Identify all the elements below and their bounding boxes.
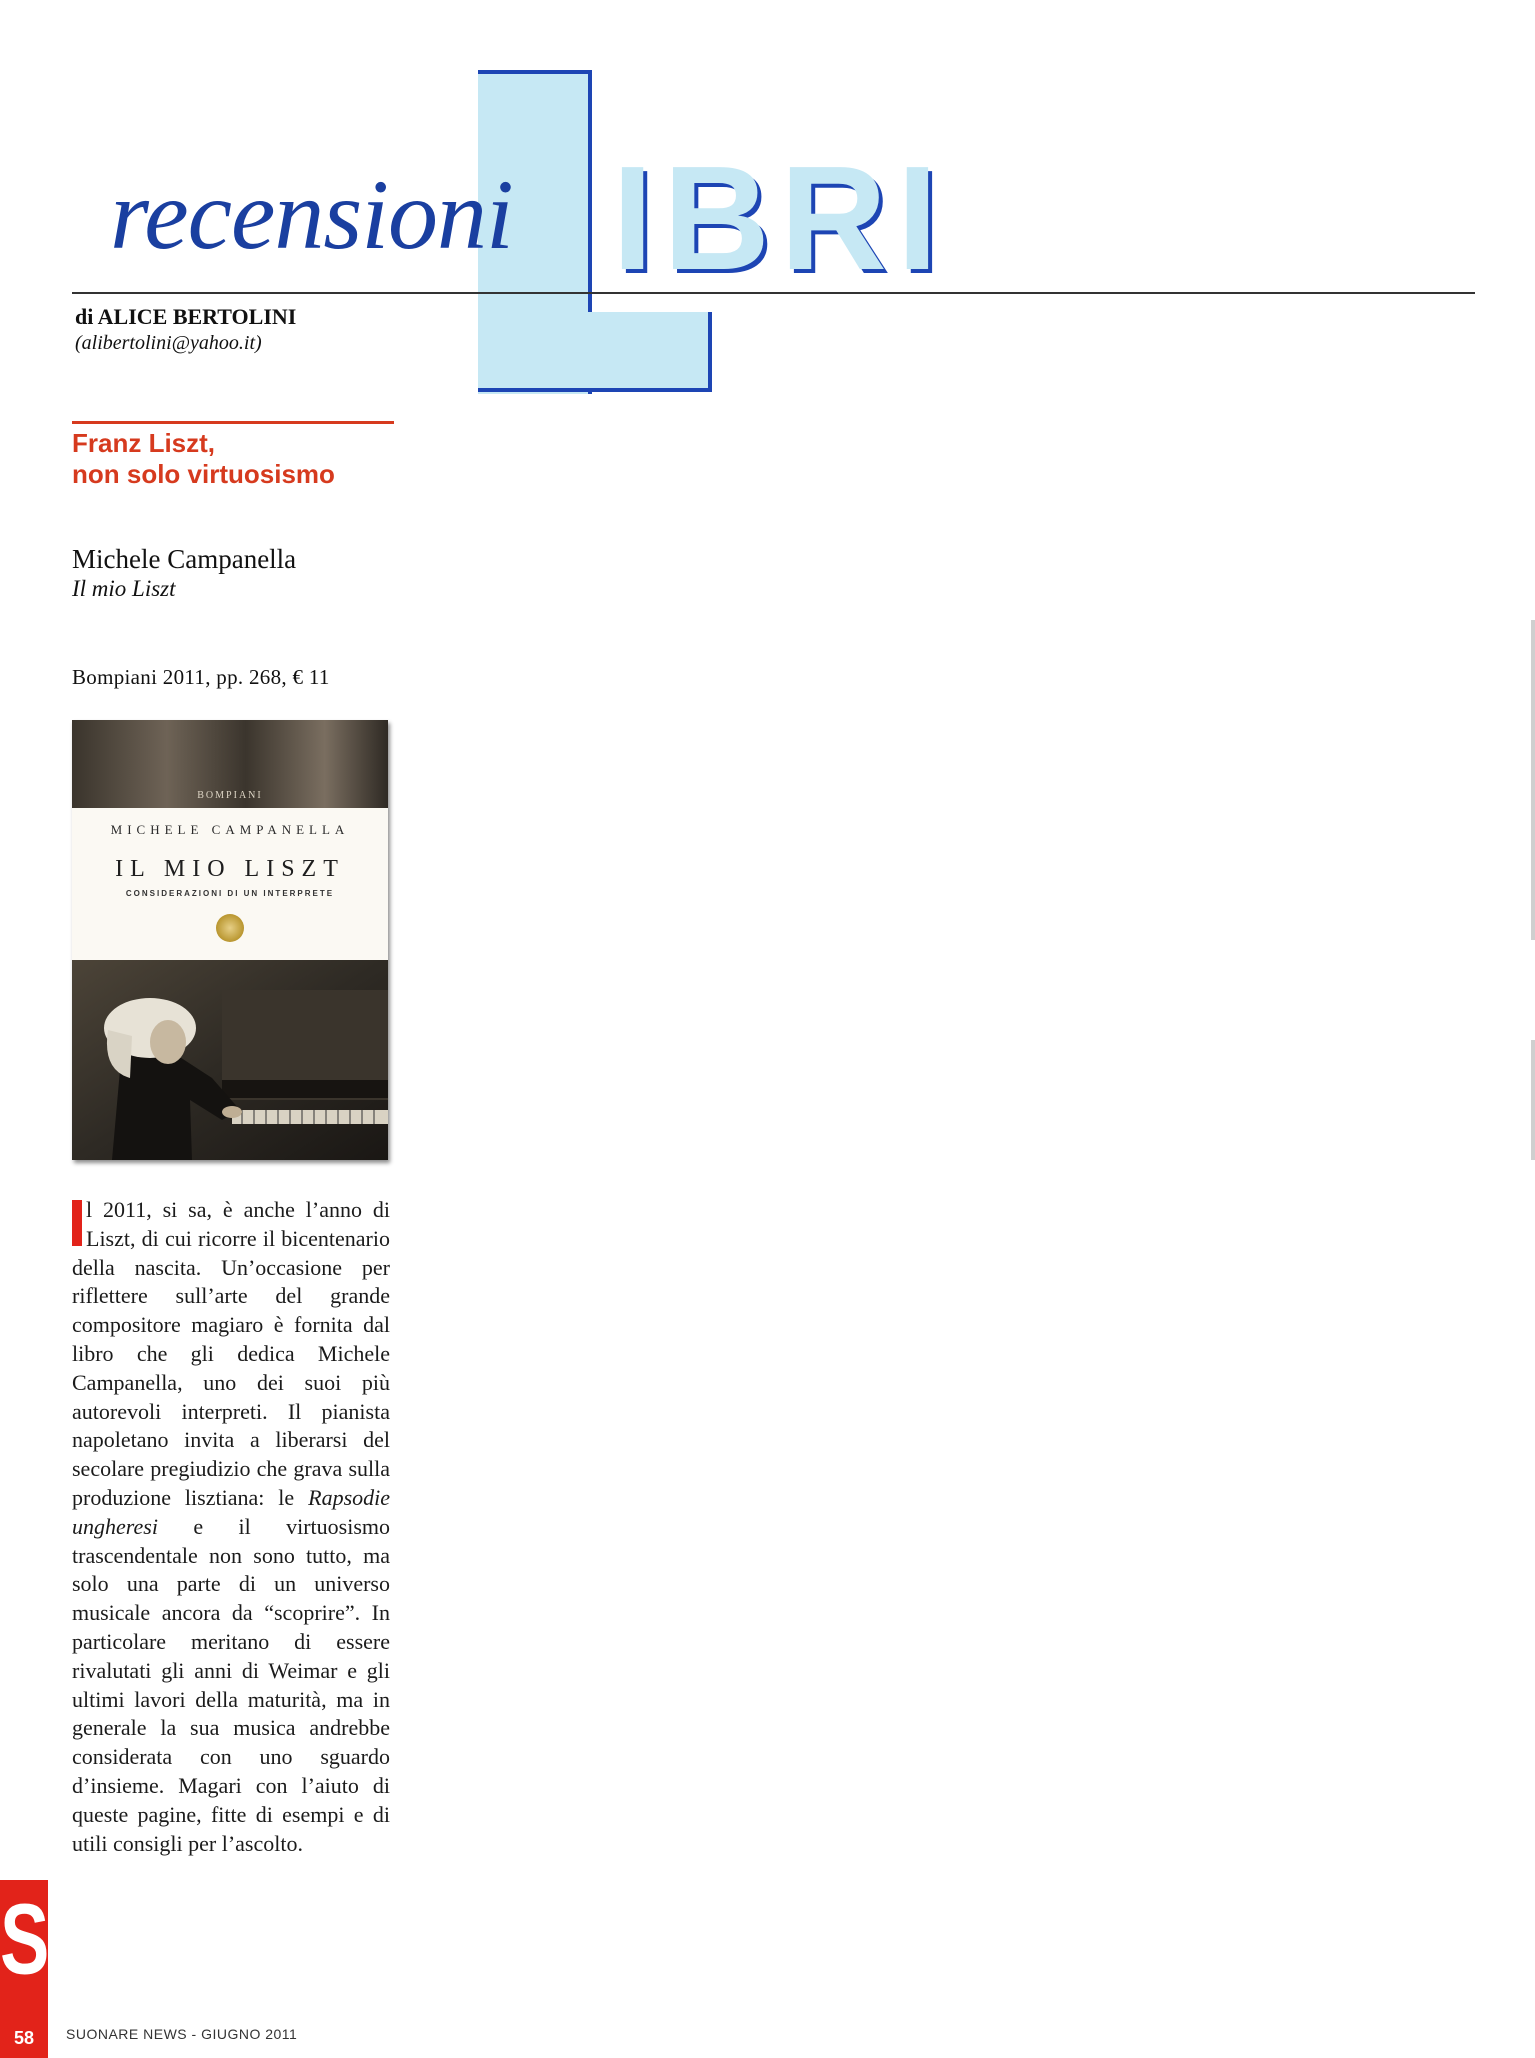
byline-author: di ALICE BERTOLINI xyxy=(75,304,297,329)
body-emphasis: Rapsodie ungheresi xyxy=(72,1484,391,1539)
magazine-logo-letter: S xyxy=(0,1883,50,1996)
headline-line-1: Franz Liszt, xyxy=(72,428,216,458)
page-edge-mark xyxy=(1531,1040,1535,1160)
headline xyxy=(72,428,402,490)
masthead-libri: IBRI xyxy=(612,136,948,301)
cover-publisher: BOMPIANI xyxy=(197,790,263,801)
book-author: Michele Campanella xyxy=(72,544,297,574)
headline-line-2: non solo virtuosismo xyxy=(72,459,335,489)
masthead-recensioni: recensioni xyxy=(110,159,513,270)
cover-seal-icon xyxy=(216,914,244,942)
footer-issue: SUONARE NEWS - GIUGNO 2011 xyxy=(66,2026,298,2042)
cover-photo-liszt-at-piano xyxy=(72,960,388,1160)
masthead-rule xyxy=(72,292,1475,294)
cover-author: MICHELE CAMPANELLA xyxy=(110,822,350,837)
article-body xyxy=(72,1196,390,1858)
cover-title: IL MIO LISZT xyxy=(115,856,345,882)
magazine-tab xyxy=(0,1880,48,2058)
page-number: 58 xyxy=(13,2028,35,2048)
bibliographic-info: Bompiani 2011, pp. 268, € 11 xyxy=(72,665,330,689)
drop-cap-red-bar xyxy=(72,1200,82,1246)
masthead-big-L-foot xyxy=(478,312,712,392)
cover-subtitle: CONSIDERAZIONI DI UN INTERPRETE xyxy=(125,889,335,898)
page-edge-mark xyxy=(1531,620,1535,940)
book-cover xyxy=(72,720,388,1160)
body-part-1: l 2011, si sa, è anche l’anno di Liszt, di cui ricorre il bicentenario della nascita. Un’occasione per riflettere sull’arte del grande compositore magiaro è fornita dal libro che gli dedica Michele Campanella, uno dei suoi più autorevoli interpreti. Il pianista napoletano invita a liberarsi del secolare pregiudizio che grava sulla produzione lisztiana: le xyxy=(72,1197,390,1510)
headline-rule xyxy=(72,421,394,424)
byline-email: (alibertolini@yahoo.it) xyxy=(75,332,262,354)
body-part-2: e il virtuosismo trascendentale non sono tutto, ma solo una parte di un universo musicale ancora da “scoprire”. In particolare meritano di essere rivalutati gli anni di Weimar e gli ultimi lavori della maturità, ma in generale la sua musica andrebbe considerata con uno sguardo d’insieme. Magari con l’aiuto di queste pagine, fitte di esempi e di utili consigli per l’ascolto. xyxy=(72,1513,390,1856)
book-title: Il mio Liszt xyxy=(72,576,176,601)
cover-title-band xyxy=(72,808,388,960)
